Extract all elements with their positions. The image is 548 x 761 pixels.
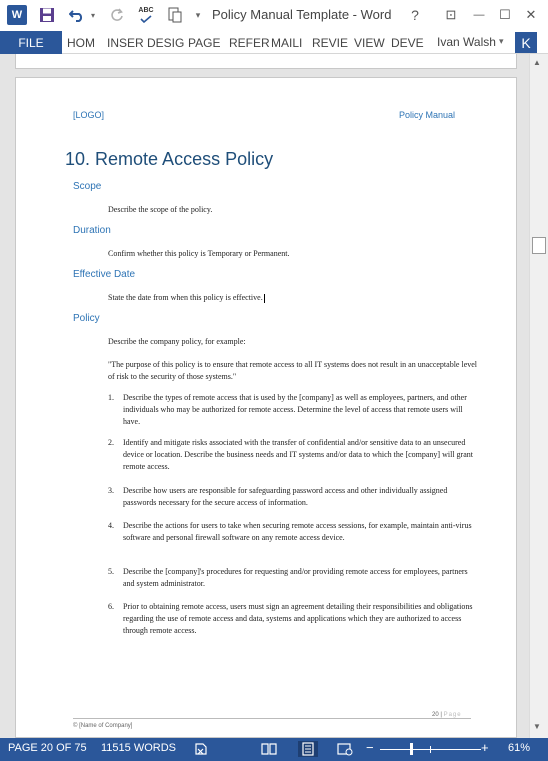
page-number: 20 <box>432 712 439 718</box>
minimize-button[interactable] <box>468 4 490 26</box>
redo-icon <box>110 8 124 22</box>
avatar[interactable]: K <box>515 32 537 53</box>
ribbon-display-options-button[interactable] <box>440 4 462 26</box>
tab-home[interactable]: HOM <box>67 35 95 50</box>
page-word: Page <box>443 712 462 718</box>
spelling-label: ABC <box>138 7 154 14</box>
list-item-number: 5. <box>108 567 114 576</box>
section-heading-policy: Policy <box>73 313 100 324</box>
web-layout-icon[interactable] <box>337 741 353 757</box>
undo-button[interactable] <box>66 4 88 26</box>
list-item-text: Prior to obtaining remote access, users must sign an agreement detailing their responsibilities and obligations regarding the use of remote access and data, systems and applications which they are authorized to access through remote access. <box>123 602 473 635</box>
ribbon-tab-bar <box>0 31 548 54</box>
vertical-scrollbar[interactable] <box>529 54 548 738</box>
tab-mailings[interactable]: MAILI <box>271 35 303 50</box>
list-item-text: Describe the [company]'s procedures for requesting and/or providing remote access for employees, partners and system administrator. <box>123 567 468 588</box>
header-logo-placeholder: [LOGO] <box>73 110 105 120</box>
zoom-out-button[interactable]: − <box>366 740 374 755</box>
close-icon: ✕ <box>525 7 537 22</box>
previous-page-bottom <box>15 54 517 69</box>
text-cursor <box>264 294 265 303</box>
tab-developer[interactable]: DEVE <box>391 35 424 50</box>
document-page[interactable] <box>15 77 517 738</box>
tab-view[interactable]: VIEW <box>354 35 385 50</box>
close-button[interactable] <box>520 4 542 26</box>
document-area <box>0 54 548 738</box>
floppy-disk-icon <box>39 7 55 23</box>
section-heading-effective-date: Effective Date <box>73 269 136 280</box>
chevron-down-icon[interactable]: ▾ <box>499 36 504 46</box>
section-heading-duration: Duration <box>73 225 111 236</box>
tab-file[interactable]: FILE <box>0 31 62 54</box>
scroll-up-icon[interactable]: ▲ <box>533 58 541 67</box>
tab-review[interactable]: REVIE <box>312 35 349 50</box>
chevron-down-icon: ▾ <box>195 9 201 20</box>
minimize-icon: — <box>473 9 485 21</box>
status-bar <box>0 738 548 761</box>
section-body-effective-date <box>108 292 480 304</box>
header-title: Policy Manual <box>399 110 456 120</box>
checkmark-icon <box>140 15 152 23</box>
read-mode-icon[interactable] <box>261 741 277 757</box>
tab-insert[interactable]: INSER <box>107 35 144 50</box>
spelling-grammar-button[interactable] <box>134 4 158 26</box>
policy-quote: "The purpose of this policy is to ensure that remote access to all IT systems does not result in an unacceptable level of risk to the security of those systems." <box>108 360 478 381</box>
maximize-button[interactable] <box>494 4 516 26</box>
effective-date-text: State the date from when this policy is effective. <box>108 293 263 302</box>
section-body-scope: Describe the scope of the policy. <box>108 205 213 214</box>
list-item-number: 3. <box>108 486 114 495</box>
help-button[interactable]: ? <box>411 7 419 23</box>
document-icon <box>167 7 183 23</box>
list-item-number: 6. <box>108 602 114 611</box>
footer-company: © [Name of Company] <box>73 723 133 729</box>
word-count[interactable]: 11515 WORDS <box>101 742 176 754</box>
user-name[interactable]: Ivan Walsh <box>437 35 496 49</box>
scroll-thumb[interactable] <box>532 237 546 254</box>
list-item-text: Describe the types of remote access that is used by the [company] as well as employees, partners, and other individuals who may be authorized for remote access. Determine the level of access that remote users will have. <box>123 393 467 426</box>
list-item-number: 2. <box>108 438 114 447</box>
list-item-text: Describe how users are responsible for safeguarding password access and other individually assigned passwords necessary for the secure access of information. <box>123 486 448 507</box>
zoom-in-button[interactable]: + <box>481 740 489 755</box>
zoom-slider-center-tick <box>430 746 431 753</box>
list-item-text: Identify and mitigate risks associated with the transfer of confidential and/or sensitive data to an unsecured device or location. Describe the business needs and IT systems and/or data to which the [company] will grant remote access. <box>123 438 473 471</box>
tab-references[interactable]: REFER <box>229 35 270 50</box>
page-heading: 10. Remote Access Policy <box>65 149 274 169</box>
policy-list <box>108 392 480 635</box>
maximize-icon: ☐ <box>499 7 511 22</box>
zoom-level[interactable]: 61% <box>508 742 531 754</box>
window-title: Policy Manual Template - Word <box>212 7 392 22</box>
tab-design[interactable]: DESIG <box>147 35 185 50</box>
save-button[interactable] <box>36 4 58 26</box>
tab-page-layout[interactable]: PAGE <box>188 35 221 50</box>
word-app-icon[interactable]: W <box>7 5 27 25</box>
customize-qat-button[interactable] <box>192 4 204 26</box>
scroll-down-icon[interactable]: ▼ <box>533 722 541 731</box>
undo-dropdown[interactable]: ▾ <box>90 10 95 20</box>
list-item-number: 1. <box>108 393 114 402</box>
list-item-number: 4. <box>108 521 114 530</box>
ribbon-options-icon: ⊡ <box>445 7 457 22</box>
touch-mode-button[interactable] <box>164 4 186 26</box>
footer-divider <box>73 718 471 719</box>
proofing-icon[interactable] <box>193 741 209 757</box>
page-count[interactable]: PAGE 20 OF 75 <box>8 742 87 754</box>
section-body-duration: Confirm whether this policy is Temporary or Permanent. <box>108 249 290 258</box>
print-layout-icon[interactable] <box>298 741 318 757</box>
list-item-text: Describe the actions for users to take when securing remote access sessions, for example, maintain anti-virus software and personal firewall software on any remote access device. <box>123 521 472 542</box>
section-heading-scope: Scope <box>73 181 102 192</box>
footer-page-number: 20 | Page <box>432 712 462 718</box>
title-bar <box>0 0 548 31</box>
undo-icon <box>69 8 85 22</box>
redo-button[interactable] <box>106 4 128 26</box>
policy-intro: Describe the company policy, for example: <box>108 337 246 346</box>
zoom-slider-thumb[interactable] <box>410 743 413 755</box>
